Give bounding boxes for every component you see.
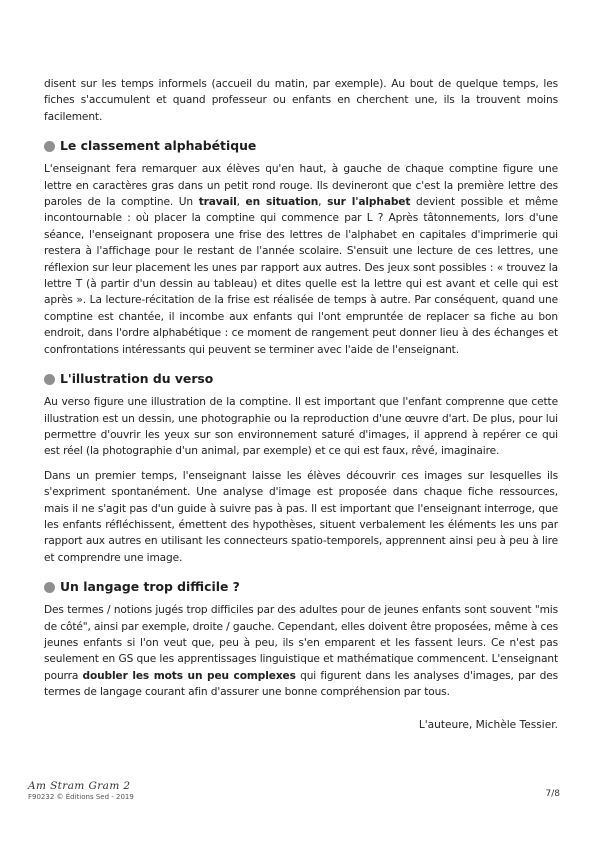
- section-heading-illustration: [44, 370, 558, 388]
- bold-text: travail: [198, 196, 237, 209]
- section-paragraph: [44, 602, 558, 700]
- bullet-circle-icon: [44, 141, 55, 152]
- bullet-circle-icon: [44, 374, 55, 385]
- text-run: qui figurent dans les analyses d'images, par des termes de langage courant afin d'assurer une bonne compréhension par tous.: [44, 669, 559, 699]
- footer-brand: Am Stram Gram 2: [28, 780, 131, 792]
- text-run: ,: [236, 196, 246, 209]
- page-number: 7/8: [545, 789, 560, 799]
- section-paragraph: Dans un premier temps, l'enseignant laisse les élèves découvrir ces images sur lesquelles ils s'expriment spontanément. Une analyse d'image est proposée dans chaque fiche ressources, mais il ne s'agit pas d'un guide à suivre pas à pas. Il est important que l'enseignant interroge, que les enfants réfléchissent, émettent des hypothèses, situent verbalement les éléments les uns par rapport aux autres en utilisant les connecteurs spatio-temporels, apprennent ainsi peu à peu à lire et comprendre une image.: [44, 469, 558, 564]
- section-paragraph: Au verso figure une illustration de la comptine. Il est important que l'enfant comprenne que cette illustration est un dessin, une photographie ou la reproduction d'une œuvre d'art. De plus, pour lui permettre d'ouvrir les yeux sur son environnement saturé d'images, il apprend à repérer ce qui est réel (la photographie d'un animal, par exemple) et ce qui est faux, rêvé, imaginaire.: [44, 396, 558, 458]
- footer-copyright: F90232 © Éditions Sed - 2019: [28, 793, 134, 801]
- document-body: [44, 76, 558, 731]
- section-paragraph: [44, 161, 558, 358]
- section-title: L'illustration du verso: [60, 371, 214, 387]
- bold-text: sur l'alphabet: [327, 196, 411, 209]
- section-title: Un langage trop difficile ?: [60, 579, 240, 595]
- bullet-circle-icon: [44, 582, 55, 593]
- section-heading-langage: [44, 578, 558, 596]
- bold-text: doubler les mots un peu complexes: [82, 669, 296, 682]
- author-signature: L'auteure, Michèle Tessier.: [418, 718, 558, 731]
- intro-paragraph: disent sur les temps informels (accueil du matin, par exemple). Au bout de quelque temps, les fiches s'accumulent et quand professeur ou enfants en cherchent une, ils la trouvent moins facilement.: [44, 78, 558, 123]
- text-run: devient possible et même incontournable : où placer la comptine qui commence par L ? Après tâtonnements, lors d'une séance, l'enseignant proposera une frise des lettres de l'alphabet en capitales d'imprimerie qui restera à l'affichage pour le restant de l'année scolaire. S'ensuit une lecture de ces lettres, une réflexion sur leur placement les unes par rapport aux autres. Des jeux sont possibles : « trouvez la lettre T (à partir d'un dessin au tableau) et dites quelle est la lettre qui est avant et celle qui est après ». La lecture-récitation de la frise est réalisée de temps à autre. Par conséquent, quand une comptine est chantée, il incombe aux enfants qui l'ont empruntée de replacer sa fiche au bon endroit, dans l'ordre alphabétique : ce moment de rangement peut donner lieu à des échanges et confrontations intéressants qui peuvent se terminer avec l'aide de l'enseignant.: [44, 196, 559, 356]
- text-run: ,: [318, 196, 328, 209]
- section-title: Le classement alphabétique: [60, 138, 257, 154]
- section-heading-alphabetique: [44, 137, 558, 155]
- bold-text: en situation: [245, 196, 319, 209]
- text-run: L'enseignant fera remarquer aux élèves qu'en haut, à gauche de chaque comptine figure une lettre en caractères gras dans un petit rond rouge. Ils devineront que c'est la première lettre des paroles de la comptine. Un: [44, 163, 558, 209]
- footer-credits: [28, 780, 134, 801]
- text-run: Des termes / notions jugés trop difficiles par des adultes pour de jeunes enfants sont souvent "mis de côté", ainsi par exemple, droite / gauche. Cependant, elles doivent être proposées, même à ces jeunes enfants si l'on veut que, peu à peu, ils s'en emparent et les fassent leurs. Ce n'est pas seulement en GS que les apprentissages linguistique et mathématique commencent. L'enseignant pourra: [44, 604, 558, 682]
